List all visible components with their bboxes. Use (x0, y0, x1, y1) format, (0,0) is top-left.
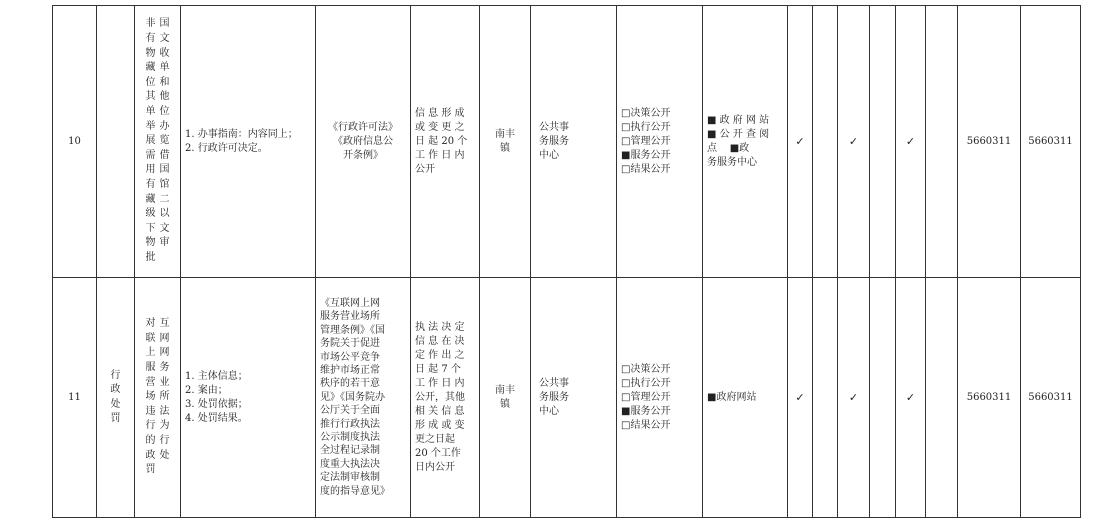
table-row (53, 278, 1081, 518)
empty-cell (813, 278, 838, 518)
item-name-col1: 非 有 物 藏 位 其 单 举 展 需 用 有 藏 级 下 物 批 (145, 18, 156, 263)
item-name-col1: 对 联 上 服 营 场 违 行 的 政 罚 (145, 318, 156, 476)
empty-cell (870, 6, 896, 278)
item-name-cell (135, 278, 181, 518)
empty-cell (813, 6, 838, 278)
channel-cell: ■政府网站 (703, 278, 788, 518)
check-mark: ✓ (896, 6, 926, 278)
empty-cell (870, 278, 896, 518)
phone-cell: 5660311 (958, 278, 1021, 518)
content-cell: 1. 主体信息； 2. 案由； 3. 处罚依据； 4. 处罚结果。 (181, 278, 316, 518)
check-mark: ✓ (896, 278, 926, 518)
subject-cell: 南丰 镇 (480, 6, 531, 278)
basis-cell: 《行政许可法》 《政府信息公 开条例》 (316, 6, 411, 278)
category-cell: 行 政 处 罚 (97, 278, 135, 518)
row-number: 10 (53, 6, 97, 278)
row-number: 11 (53, 278, 97, 518)
time-limit-cell: 执 法 决 定 信 息 在 决 定 作 出 之 日 起 7 个 工 作 日 内 公开，其他 相 关 信 息 形 成 或 变 更之日起 20 个工作 日内公开 (411, 278, 480, 518)
check-mark: ✓ (838, 6, 870, 278)
scope-cell: □决策公开 □执行公开 □管理公开 ■服务公开 □结果公开 (617, 278, 703, 518)
scope-cell: □决策公开 □执行公开 □管理公开 ■服务公开 □结果公开 (617, 6, 703, 278)
item-name-cell (135, 6, 181, 278)
basis-cell: 《互联网上网 服务营业场所 管理条例》《国 务院关于促进 市场公平竞争 维护市场正常 秩序的若干意 见》《国务院办 公厅关于全面 推行行政执法 公示制度执法 全过程记录制 度重大执法决 定法制审核制 度的指导意见》 (316, 278, 411, 518)
time-limit-cell: 信 息 形 成 或 变 更 之 日 起 20 个 工 作 日 内 公开 (411, 6, 480, 278)
check-mark: ✓ (788, 278, 813, 518)
subject-cell: 南丰 镇 (480, 278, 531, 518)
category-cell (97, 6, 135, 278)
phone-cell: 5660311 (1021, 6, 1081, 278)
check-mark: ✓ (838, 278, 870, 518)
table-row (53, 6, 1081, 278)
content-cell: 1. 办事指南：内容同上； 2. 行政许可决定。 (181, 6, 316, 278)
empty-cell (926, 278, 958, 518)
window-cell: 公共事 务服务 中心 (531, 278, 617, 518)
item-name-col2: 国 文 收 单 和 他 位 办 览 借 国 馆 二 以 文 审 (159, 18, 170, 249)
phone-cell: 5660311 (1021, 278, 1081, 518)
empty-cell (926, 6, 958, 278)
window-cell: 公共事 务服务 中心 (531, 6, 617, 278)
check-mark: ✓ (788, 6, 813, 278)
disclosure-table (52, 5, 1081, 518)
item-name-col2: 互 网 网 务 业 所 法 为 行 处 (159, 318, 170, 461)
phone-cell: 5660311 (958, 6, 1021, 278)
channel-cell: ■ 政 府 网 站 ■ 公 开 查 阅 点 ■政 务服务中心 (703, 6, 788, 278)
